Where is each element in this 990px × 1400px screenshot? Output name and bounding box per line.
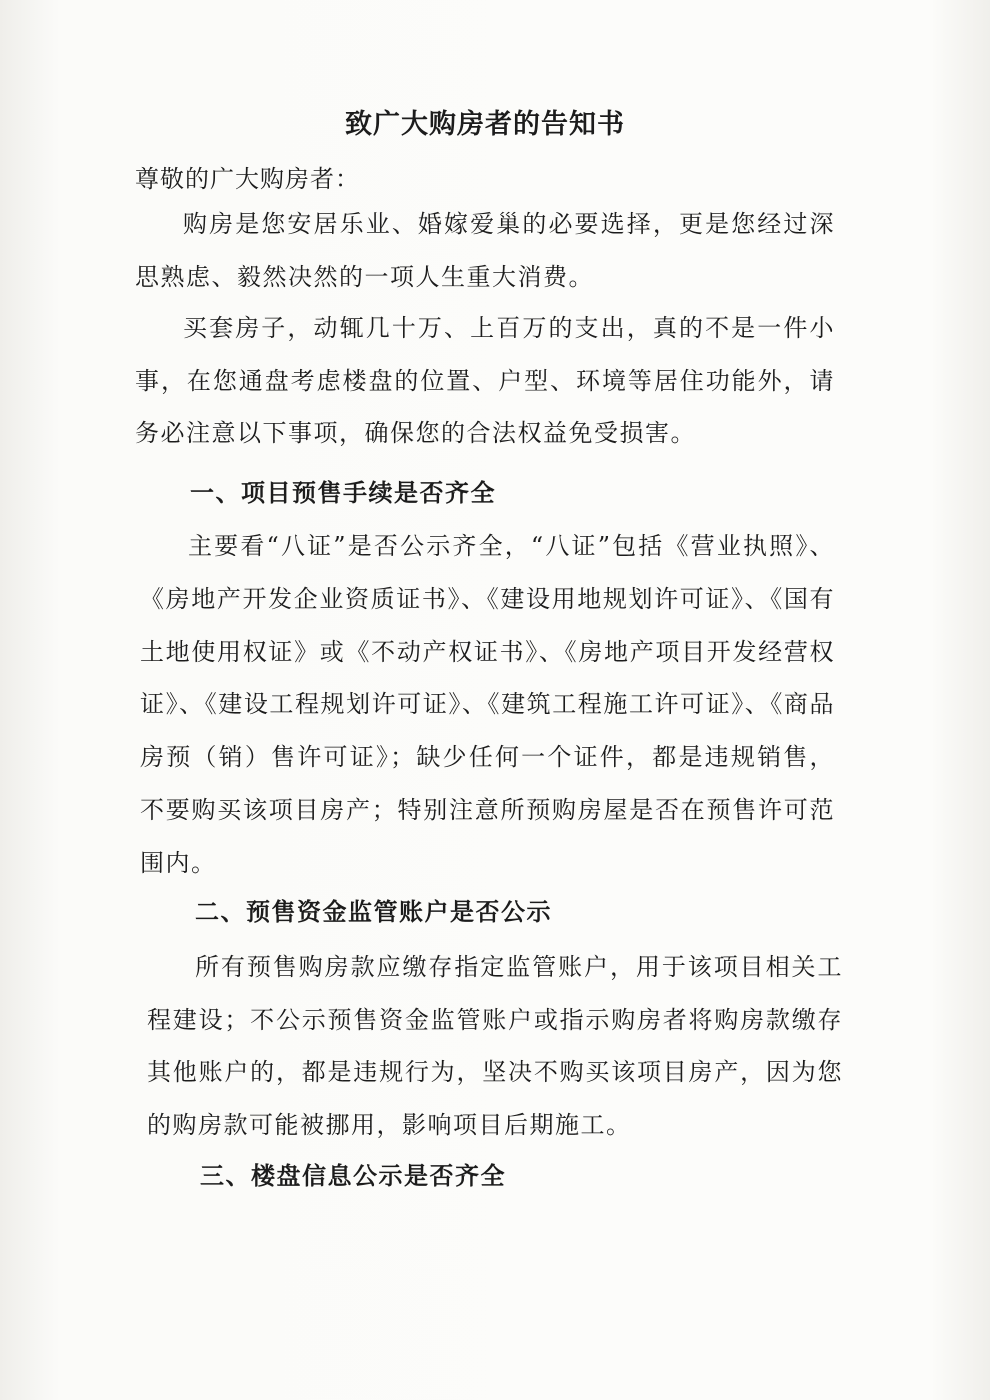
salutation: 尊敬的广大购房者：	[135, 165, 360, 193]
section-text-2: 所有预售购房款应缴存指定监管账户，用于该项目相关工程建设；不公示预售资金监管账户或指示购房者将购房款缴存其他账户的，都是违规行为，坚决不购买该项目房产，因为您的购房款可能被挪用，影响项目后期施工。	[147, 953, 843, 1139]
section-heading-1: 一、项目预售手续是否齐全	[190, 478, 496, 507]
intro-paragraph-2: 买套房子，动辄几十万、上百万的支出，真的不是一件小事，在您通盘考虑楼盘的位置、户型、环境等居住功能外，请务必注意以下事项，确保您的合法权益免受损害。	[135, 314, 835, 447]
section-heading-3: 三、楼盘信息公示是否齐全	[200, 1161, 506, 1190]
document-title: 致广大购房者的告知书	[345, 109, 625, 140]
intro-paragraph-1: 购房是您安居乐业、婚嫁爱巢的必要选择，更是您经过深思熟虑、毅然决然的一项人生重大消费。	[135, 210, 835, 291]
section-text-1: 主要看“八证”是否公示齐全，“八证”包括《营业执照》、《房地产开发企业资质证书》、《建设用地规划许可证》、《国有土地使用权证》或《不动产权证书》、《房地产项目开发经营权证》、《建设工程规划许可证》、《建筑工程施工许可证》、《商品房预（销）售许可证》；缺少任何一个证件，都是违规销售，不要购买该项目房产；特别注意所预购房屋是否在预售许可范围内。	[140, 532, 835, 877]
section-heading-2: 二、预售资金监管账户是否公示	[195, 897, 552, 926]
